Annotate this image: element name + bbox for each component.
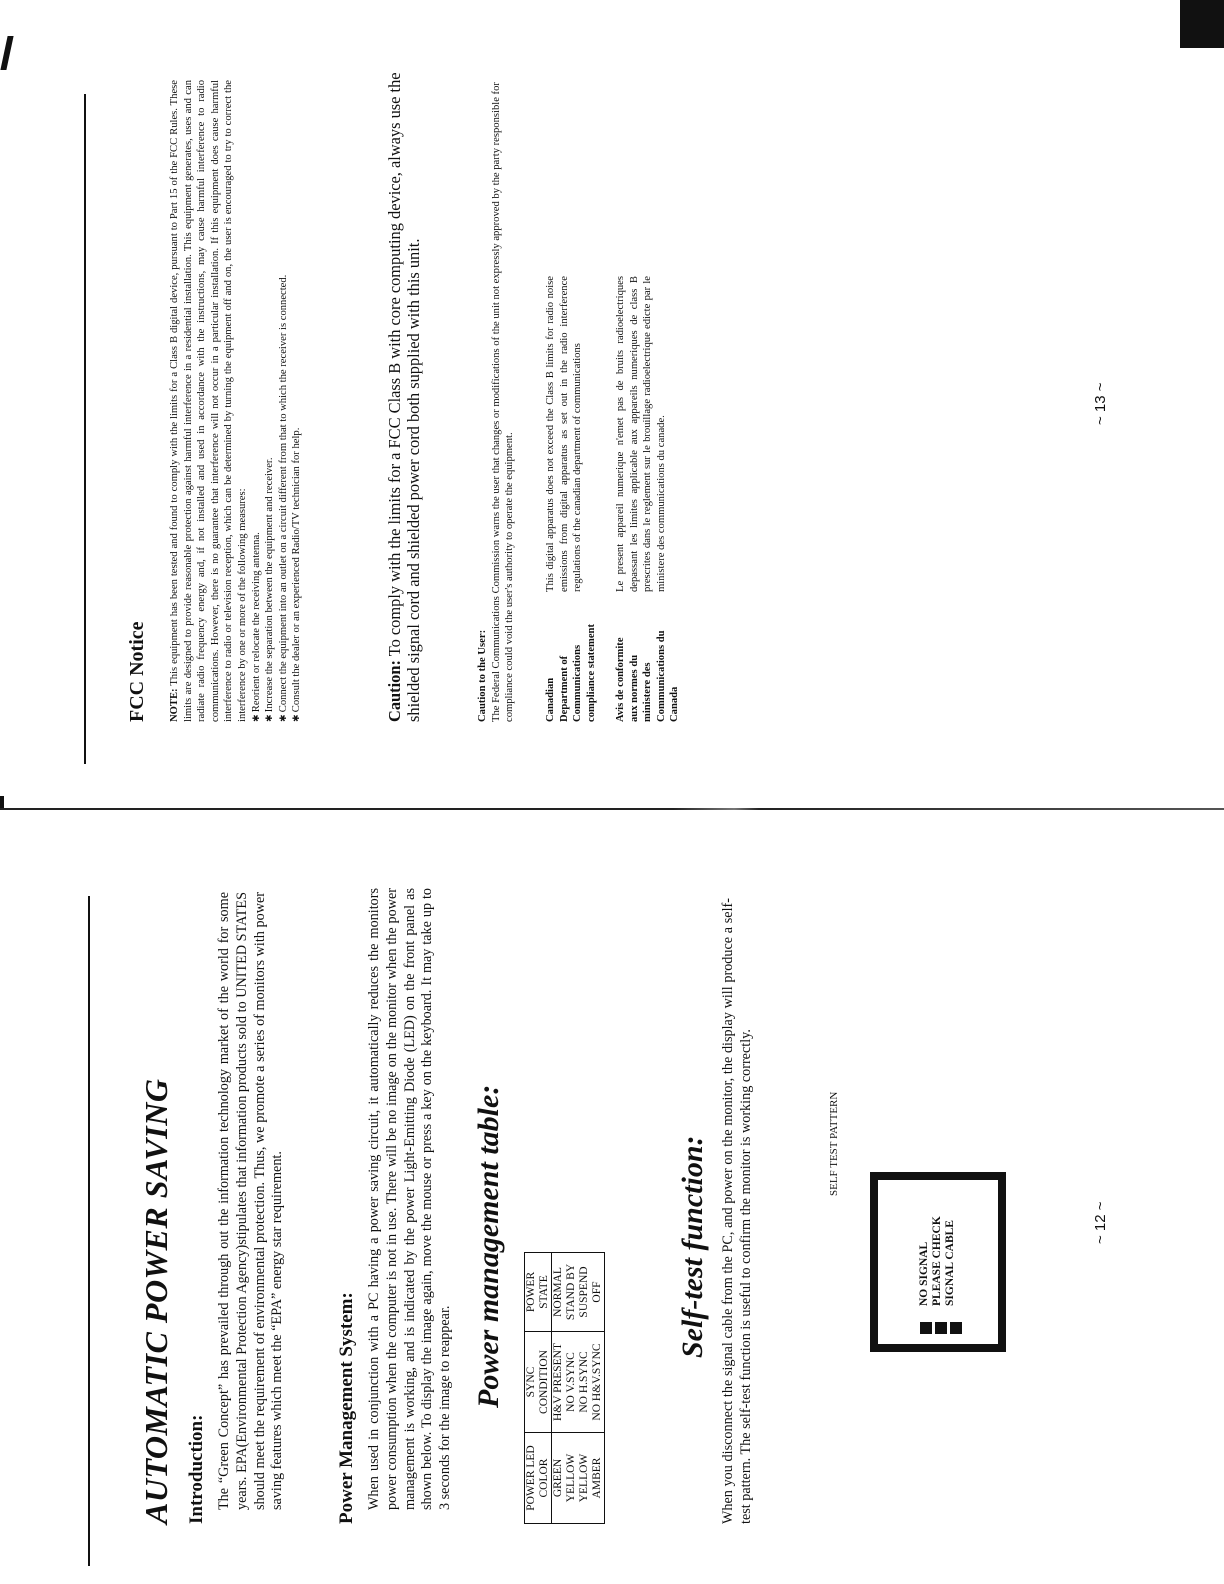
square-icon: [920, 1322, 932, 1334]
note-label: NOTE:: [169, 688, 180, 722]
table-row: [552, 1253, 566, 1524]
pms-heading: Power Management System:: [336, 1292, 357, 1524]
page-fcc-notice: [80, 72, 1180, 772]
table-row: [591, 1253, 605, 1524]
canada-heading: Canadian Department of Communications compliance statement: [545, 624, 597, 722]
page-fold-line: [0, 808, 1224, 810]
user-caution-title: Caution to the User:: [477, 629, 488, 722]
table-cell: NORMAL: [552, 1253, 566, 1332]
column-header: SYNC CONDITION: [525, 1332, 552, 1433]
table-cell: AMBER: [591, 1433, 605, 1524]
pattern-text: [918, 1216, 957, 1306]
measure-item: ✱ Reorient or relocate the receiving antenna.: [250, 80, 264, 722]
selftest-text: When you disconnect the signal cable from the PC, and power on the monitor, the display will produce a self-test pattern. The self-test function is useful to confirm the monitor is working correctly.: [720, 898, 754, 1524]
measure-item: ✱ Connect the equipment into an outlet on a circuit different from that to which the receiver is connected.: [277, 80, 291, 722]
intro-heading: Introduction:: [186, 1414, 207, 1524]
scan-mark: [0, 36, 13, 70]
caution-label: Caution:: [385, 660, 404, 722]
selftest-heading: Self-test function:: [676, 1135, 709, 1358]
page-number: ~ 13 ~: [1092, 382, 1109, 425]
user-caution: [476, 67, 517, 722]
square-icon: [950, 1322, 962, 1334]
user-caution-text: The Federal Communications Commission warns the user that changes or modifications of the unit not expressly approved by the party responsible for compliance could void the user's authority to operate the equipment.: [490, 82, 516, 722]
scan-black-corner: [1180, 0, 1224, 48]
canada-text: This digital apparatus does not exceed the Class B limits for radio noise emissions from digital apparatus as set out in the radio interference regulations of the canadian department of communications: [545, 276, 584, 592]
table-cell: SUSPEND: [578, 1253, 591, 1332]
table-cell: NO H.SYNC: [578, 1332, 591, 1433]
avis-text: Le present appareil numerique n'emet pas de bruits radioelectriques depassant les limites applicable aux appareils numeriques de class B prescrites dans le reglement sur le brouillage radioelectrique edicte par le ministere des communications du canade.: [615, 276, 667, 592]
table-cell: H&V PRESENT: [552, 1332, 566, 1433]
table-cell: NO V.SYNC: [565, 1332, 578, 1433]
table-cell: YELLOW: [578, 1433, 591, 1524]
fcc-caution: [386, 22, 423, 722]
table-header-row: [525, 1253, 552, 1524]
header-rule: [88, 896, 90, 1566]
fcc-note: [168, 80, 304, 722]
table-title: Power management table:: [472, 1084, 505, 1408]
pattern-line: NO SIGNAL: [918, 1241, 930, 1306]
pms-text: When used in conjunction with a PC having a power saving circuit, it automatically reduces the monitors power consumption when the computer is not in use. There will be no image on the monitor when the power management is working, and is indicated by the power Light-Emitting Diode (LED) on the front panel as shown below. To display the image again, move the mouse or press a key on the keyboard. It may take up to 3 seconds for the image to reappear.: [366, 888, 454, 1510]
header-rule: [84, 94, 86, 764]
table-row: [565, 1253, 578, 1524]
column-header: POWER STATE: [525, 1253, 552, 1332]
table-cell: YELLOW: [565, 1433, 578, 1524]
square-icon: [935, 1322, 947, 1334]
pattern-label: SELF TEST PATTERN: [828, 1091, 840, 1196]
table-cell: NO H&V.SYNC: [591, 1332, 605, 1433]
fcc-title: FCC Notice: [126, 621, 148, 722]
self-test-pattern: [870, 1172, 1006, 1352]
avis-heading: Avis de conformite aux normes du ministere des Communications du Canada: [615, 630, 681, 722]
page-power-saving: [80, 888, 1180, 1574]
table-cell: GREEN: [552, 1433, 566, 1524]
page-title: AUTOMATIC POWER SAVING: [138, 1078, 174, 1524]
intro-text: The “Green Concept” has prevailed through out the information technology market of the world for some years. EPA(Environmental Protection Agency)stipulates that information products sold to UNITED STATES should meet the requirement of environmental protection. Thus, we promote a series of monitors with power saving features which meet the “EPA” energy star requirement.: [216, 892, 286, 1510]
pattern-line: SIGNAL CABLE: [944, 1220, 956, 1306]
caution-text: To comply with the limits for a FCC Class B with core computing device, always use the shielded signal cord and shielded power cord both supplied with this unit.: [385, 72, 423, 722]
measure-item: ✱ Increase the separation between the equipment and receiver.: [263, 80, 277, 722]
pattern-line: PLEASE CHECK: [931, 1216, 943, 1306]
note-text: This equipment has been tested and found to comply with the limits for a Class B digital device, pursuant to Part 15 of the FCC Rules. These limits are designed to provide reasonable protection against harmful interference in a residential installation. This equipment generates, uses and can radiate radio frequency energy and, if not installed and used in accordance with the instructions, may cause harmful interference to radio communications. However, there is no guarantee that interference will not occur in a particular installation. If this equipment does cause harmful interference to radio or television reception, which can be determined by turning the equipment off and on, the user is encouraged to try to correct the interference by one or more of the following measures:: [169, 80, 248, 722]
measure-item: ✱ Consult the dealer or an experienced Radio/TV technician for help.: [290, 80, 304, 722]
table-cell: OFF: [591, 1253, 605, 1332]
column-header: POWER LED COLOR: [525, 1433, 552, 1524]
page-number: ~ 12 ~: [1092, 1201, 1109, 1244]
power-management-table: [524, 1252, 605, 1524]
table-cell: STAND BY: [565, 1253, 578, 1332]
table-row: [578, 1253, 591, 1524]
